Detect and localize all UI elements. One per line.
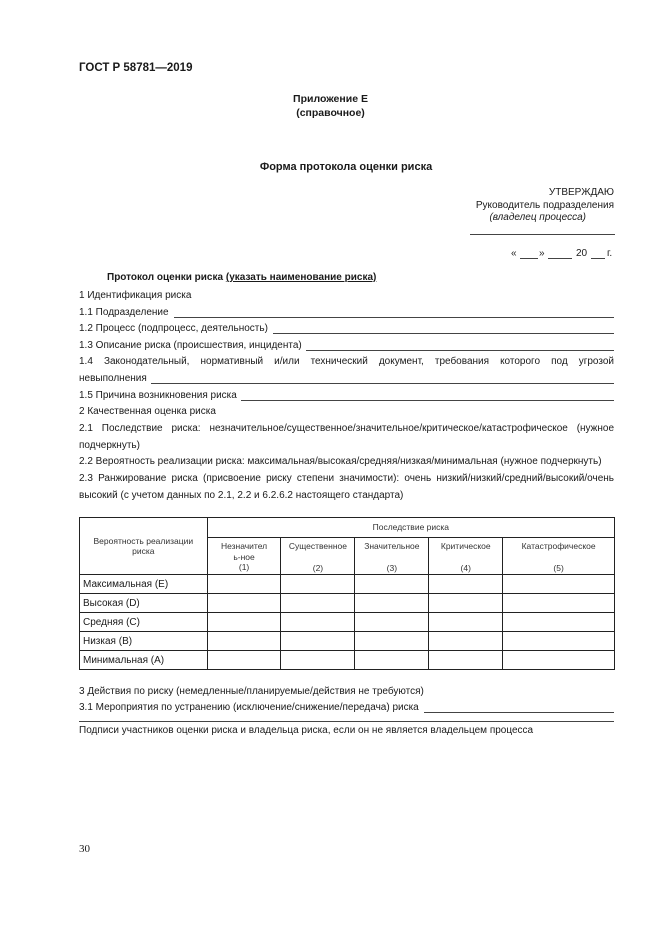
matrix-cell[interactable] bbox=[207, 651, 281, 670]
table-row bbox=[80, 613, 615, 632]
form-title: Форма протокола оценки риска bbox=[259, 161, 433, 173]
consequence-column-2-label: Существенное bbox=[288, 541, 348, 551]
matrix-cell[interactable] bbox=[355, 632, 429, 651]
protocol-title-bold: Протокол оценки риска bbox=[107, 272, 224, 283]
appendix-note: (справочное) bbox=[296, 107, 365, 119]
consequence-column-3-number: (3) bbox=[386, 562, 398, 573]
matrix-cell[interactable] bbox=[503, 575, 615, 594]
date-quote-open: « bbox=[511, 248, 517, 259]
date-day-line bbox=[520, 258, 538, 259]
appendix-title: Приложение Е bbox=[293, 93, 368, 105]
section-1-2-label: 1.2 Процесс (подпроцесс, деятельность) bbox=[79, 323, 268, 334]
consequence-column-3 bbox=[355, 538, 429, 575]
matrix-cell[interactable] bbox=[429, 613, 503, 632]
section-3-1-extra-line[interactable] bbox=[79, 721, 614, 722]
consequence-column-1-number: (1) bbox=[238, 562, 250, 572]
section-1-4-fill-line[interactable] bbox=[151, 383, 614, 384]
approver-role: (владелец процесса) bbox=[489, 212, 586, 223]
matrix-cell[interactable] bbox=[503, 594, 615, 613]
matrix-cell[interactable] bbox=[429, 632, 503, 651]
matrix-cell[interactable] bbox=[355, 651, 429, 670]
section-2-1-label: 2.1 Последствие риска: незначительное/существенное/значительное/критическое/катастрофическое (нужное bbox=[79, 423, 614, 434]
section-2-1-continuation: подчеркнуть) bbox=[79, 440, 140, 451]
section-2-3-label: 2.3 Ранжирование риска (присвоение риску степени значимости): очень низкий/низкий/средний/высокий/очень bbox=[79, 473, 614, 484]
consequence-column-4 bbox=[429, 538, 503, 575]
probability-row-label: Максимальная (Е) bbox=[80, 575, 208, 594]
matrix-cell[interactable] bbox=[503, 613, 615, 632]
consequence-column-1 bbox=[207, 538, 281, 575]
matrix-cell[interactable] bbox=[281, 613, 355, 632]
table-row bbox=[80, 575, 615, 594]
matrix-cell[interactable] bbox=[503, 632, 615, 651]
date-year-prefix: 20 bbox=[576, 248, 588, 259]
consequence-column-4-number: (4) bbox=[460, 562, 471, 573]
date-suffix: г. bbox=[607, 248, 613, 259]
section-2-3-continuation: высокий (с учетом данных по 2.1, 2.2 и 6.2.6.2 настоящего стандарта) bbox=[79, 490, 404, 501]
consequence-column-1-label: Незначитель-ное bbox=[220, 541, 268, 562]
matrix-cell[interactable] bbox=[281, 594, 355, 613]
matrix-cell[interactable] bbox=[207, 632, 281, 651]
matrix-cell[interactable] bbox=[503, 651, 615, 670]
section-1-4-label: 1.4 Законодательный, нормативный и/или технический документ, требования которого под угрозой bbox=[79, 356, 614, 367]
section-2-heading: 2 Качественная оценка риска bbox=[79, 406, 216, 417]
section-3-1-fill-line[interactable] bbox=[424, 712, 614, 713]
consequence-column-4-label: Критическое bbox=[440, 541, 491, 551]
matrix-cell[interactable] bbox=[429, 575, 503, 594]
table-row bbox=[80, 651, 615, 670]
matrix-cell[interactable] bbox=[207, 594, 281, 613]
approver-signature-line bbox=[470, 234, 615, 235]
appendix-heading bbox=[0, 92, 661, 120]
consequence-column-2 bbox=[281, 538, 355, 575]
probability-row-label: Низкая (В) bbox=[80, 632, 208, 651]
section-1-3-fill-line[interactable] bbox=[306, 350, 614, 351]
matrix-cell[interactable] bbox=[355, 613, 429, 632]
consequence-column-5-number: (5) bbox=[553, 562, 564, 573]
matrix-cell[interactable] bbox=[281, 575, 355, 594]
signatures-note: Подписи участников оценки риска и владельца риска, если он не является владельцем процесса bbox=[79, 725, 534, 736]
matrix-cell[interactable] bbox=[281, 651, 355, 670]
date-year-line bbox=[591, 258, 605, 259]
section-2-2-label: 2.2 Вероятность реализации риска: максимальная/высокая/средняя/низкая/минимальная (нужное подчеркнуть) bbox=[79, 456, 602, 467]
page-number: 30 bbox=[79, 843, 90, 855]
risk-matrix-table bbox=[79, 517, 615, 670]
section-1-heading: 1 Идентификация риска bbox=[79, 290, 192, 301]
standard-header: ГОСТ Р 58781—2019 bbox=[79, 62, 193, 74]
table-row bbox=[80, 632, 615, 651]
approve-label: УТВЕРЖДАЮ bbox=[548, 187, 614, 198]
consequence-column-3-label: Значительное bbox=[364, 541, 420, 551]
consequence-header: Последствие риска bbox=[207, 518, 614, 538]
matrix-cell[interactable] bbox=[355, 594, 429, 613]
matrix-cell[interactable] bbox=[429, 594, 503, 613]
table-row bbox=[80, 594, 615, 613]
matrix-cell[interactable] bbox=[207, 613, 281, 632]
matrix-cell[interactable] bbox=[429, 651, 503, 670]
section-1-5-fill-line[interactable] bbox=[241, 400, 614, 401]
section-1-1-fill-line[interactable] bbox=[174, 317, 614, 318]
probability-row-label: Минимальная (А) bbox=[80, 651, 208, 670]
consequence-column-5 bbox=[503, 538, 615, 575]
matrix-cell[interactable] bbox=[207, 575, 281, 594]
section-1-5-label: 1.5 Причина возникновения риска bbox=[79, 390, 237, 401]
section-1-1-label: 1.1 Подразделение bbox=[79, 307, 169, 318]
protocol-risk-name-hint: (указать наименование риска) bbox=[225, 272, 377, 283]
probability-row-label: Средняя (С) bbox=[80, 613, 208, 632]
consequence-column-2-number: (2) bbox=[312, 562, 324, 573]
section-1-3-label: 1.3 Описание риска (происшествия, инцидента) bbox=[79, 340, 302, 351]
approver-position: Руководитель подразделения bbox=[475, 200, 614, 211]
section-1-2-fill-line[interactable] bbox=[273, 333, 614, 334]
protocol-title bbox=[107, 272, 376, 283]
matrix-cell[interactable] bbox=[355, 575, 429, 594]
consequence-column-5-label: Катастрофическое bbox=[521, 541, 596, 551]
section-1-4-continuation: невыполнения bbox=[79, 373, 147, 384]
section-3-1-label: 3.1 Мероприятия по устранению (исключение/снижение/передача) риска bbox=[79, 702, 419, 713]
probability-row-label: Высокая (D) bbox=[80, 594, 208, 613]
date-quote-close: » bbox=[539, 248, 545, 259]
matrix-cell[interactable] bbox=[281, 632, 355, 651]
probability-column-header: Вероятность реализации риска bbox=[80, 518, 208, 575]
section-3-heading: 3 Действия по риску (немедленные/планируемые/действия не требуются) bbox=[79, 686, 424, 697]
date-month-line bbox=[548, 258, 572, 259]
